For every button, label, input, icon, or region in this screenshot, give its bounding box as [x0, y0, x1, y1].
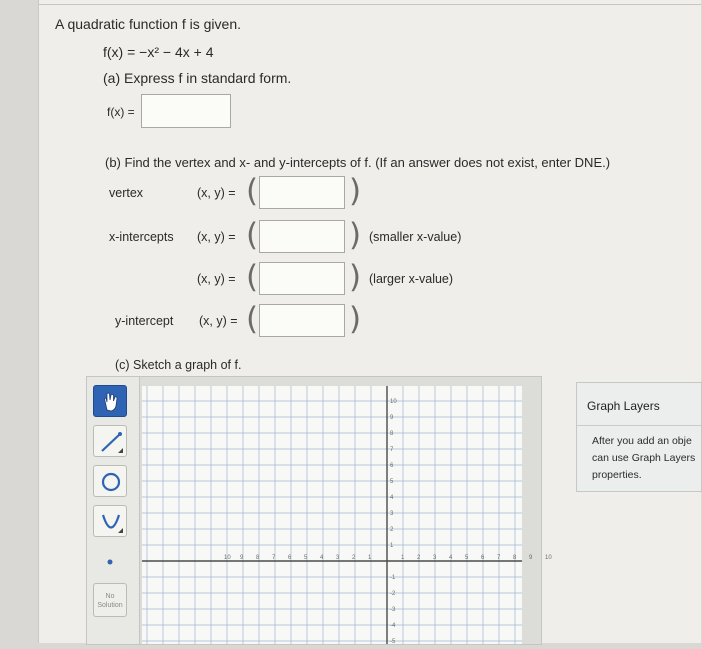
x-tick-label: 4 [320, 555, 324, 561]
x-tick-label: 10 [224, 555, 231, 561]
y-tick-label: 5 [390, 479, 394, 485]
y-tick-label: 9 [390, 415, 394, 421]
close-paren: ) [349, 301, 362, 337]
standard-form-label: f(x) = [107, 105, 135, 119]
x-tick-label: 9 [240, 555, 244, 561]
line-tool-icon [94, 426, 128, 458]
graph-layers-title: Graph Layers [587, 399, 660, 413]
y-tick-label: 6 [390, 463, 394, 469]
graph-canvas[interactable] [142, 386, 552, 645]
x-intercept-2-xy-label: (x, y) = [197, 272, 236, 286]
graph-toolbar [87, 377, 140, 644]
line-tool-button[interactable] [93, 425, 127, 457]
x-tick-label: 7 [272, 555, 276, 561]
y-intercept-xy-label: (x, y) = [199, 314, 238, 328]
vertex-input[interactable] [259, 176, 345, 209]
x-intercepts-label: x-intercepts [109, 230, 174, 244]
x-tick-label: 6 [481, 555, 485, 561]
function-definition: f(x) = −x² − 4x + 4 [103, 44, 214, 60]
x-tick-label: 2 [417, 555, 421, 561]
x-tick-label: 1 [368, 555, 372, 561]
pointer-tool-button[interactable] [93, 385, 127, 417]
no-solution-button[interactable]: No Solution [93, 583, 127, 617]
y-tick-label: 2 [390, 527, 394, 533]
graph-layers-panel [576, 382, 702, 492]
graphing-tool [86, 376, 552, 645]
parabola-tool-icon [94, 506, 128, 538]
x-tick-label: 5 [304, 555, 308, 561]
y-tick-label: 10 [390, 399, 397, 405]
y-tick-label: 4 [390, 495, 394, 501]
y-tick-label: -5 [390, 639, 396, 645]
point-tool-button[interactable] [93, 545, 127, 577]
hand-pointer-icon [94, 386, 128, 418]
y-intercept-label: y-intercept [115, 314, 174, 328]
x-tick-label: 7 [497, 555, 501, 561]
x-tick-label: 4 [449, 555, 453, 561]
question-intro: A quadratic function f is given. [55, 16, 241, 32]
y-tick-label: -4 [390, 623, 396, 629]
part-c-prompt: (c) Sketch a graph of f. [115, 358, 242, 372]
y-tick-label: 3 [390, 511, 394, 517]
open-paren: ( [246, 217, 259, 253]
y-tick-label: -2 [390, 591, 396, 597]
x-tick-label: 8 [256, 555, 260, 561]
divider [577, 425, 701, 426]
part-b-prompt: (b) Find the vertex and x- and y-intercepts of f. (If an answer does not exist, enter DNE.) [105, 155, 611, 170]
x-intercept-larger-input[interactable] [259, 262, 345, 295]
part-a-prompt: (a) Express f in standard form. [103, 70, 292, 86]
y-tick-label: -1 [390, 575, 396, 581]
x-intercept-smaller-input[interactable] [259, 220, 345, 253]
close-paren: ) [349, 217, 362, 253]
standard-form-input[interactable] [141, 94, 231, 128]
y-tick-label: 8 [390, 431, 394, 437]
x-tick-label: 1 [401, 555, 405, 561]
y-tick-label: 7 [390, 447, 394, 453]
divider [39, 4, 701, 5]
x-tick-label: 2 [352, 555, 356, 561]
open-paren: ( [246, 259, 259, 295]
larger-x-note: (larger x-value) [369, 272, 454, 286]
smaller-x-note: (smaller x-value) [369, 230, 462, 244]
circle-tool-button[interactable] [93, 465, 127, 497]
vertex-xy-label: (x, y) = [197, 186, 236, 200]
point-tool-icon [93, 545, 127, 577]
open-paren: ( [246, 173, 259, 209]
x-tick-label: 6 [288, 555, 292, 561]
parabola-tool-button[interactable] [93, 505, 127, 537]
x-intercept-1-xy-label: (x, y) = [197, 230, 236, 244]
y-tick-label: -3 [390, 607, 396, 613]
x-tick-label: 10 [545, 555, 552, 561]
x-tick-label: 9 [529, 555, 533, 561]
coordinate-grid[interactable] [142, 386, 552, 645]
circle-tool-icon [94, 466, 128, 498]
close-paren: ) [349, 173, 362, 209]
x-tick-label: 8 [513, 555, 517, 561]
x-tick-label: 3 [433, 555, 437, 561]
open-paren: ( [246, 301, 259, 337]
y-tick-label: 1 [390, 543, 394, 549]
close-paren: ) [349, 259, 362, 295]
graph-layers-help: After you add an obje can use Graph Layers properties. [592, 435, 696, 481]
vertex-label: vertex [109, 186, 144, 200]
x-tick-label: 5 [465, 555, 469, 561]
y-intercept-input[interactable] [259, 304, 345, 337]
x-tick-label: 3 [336, 555, 340, 561]
